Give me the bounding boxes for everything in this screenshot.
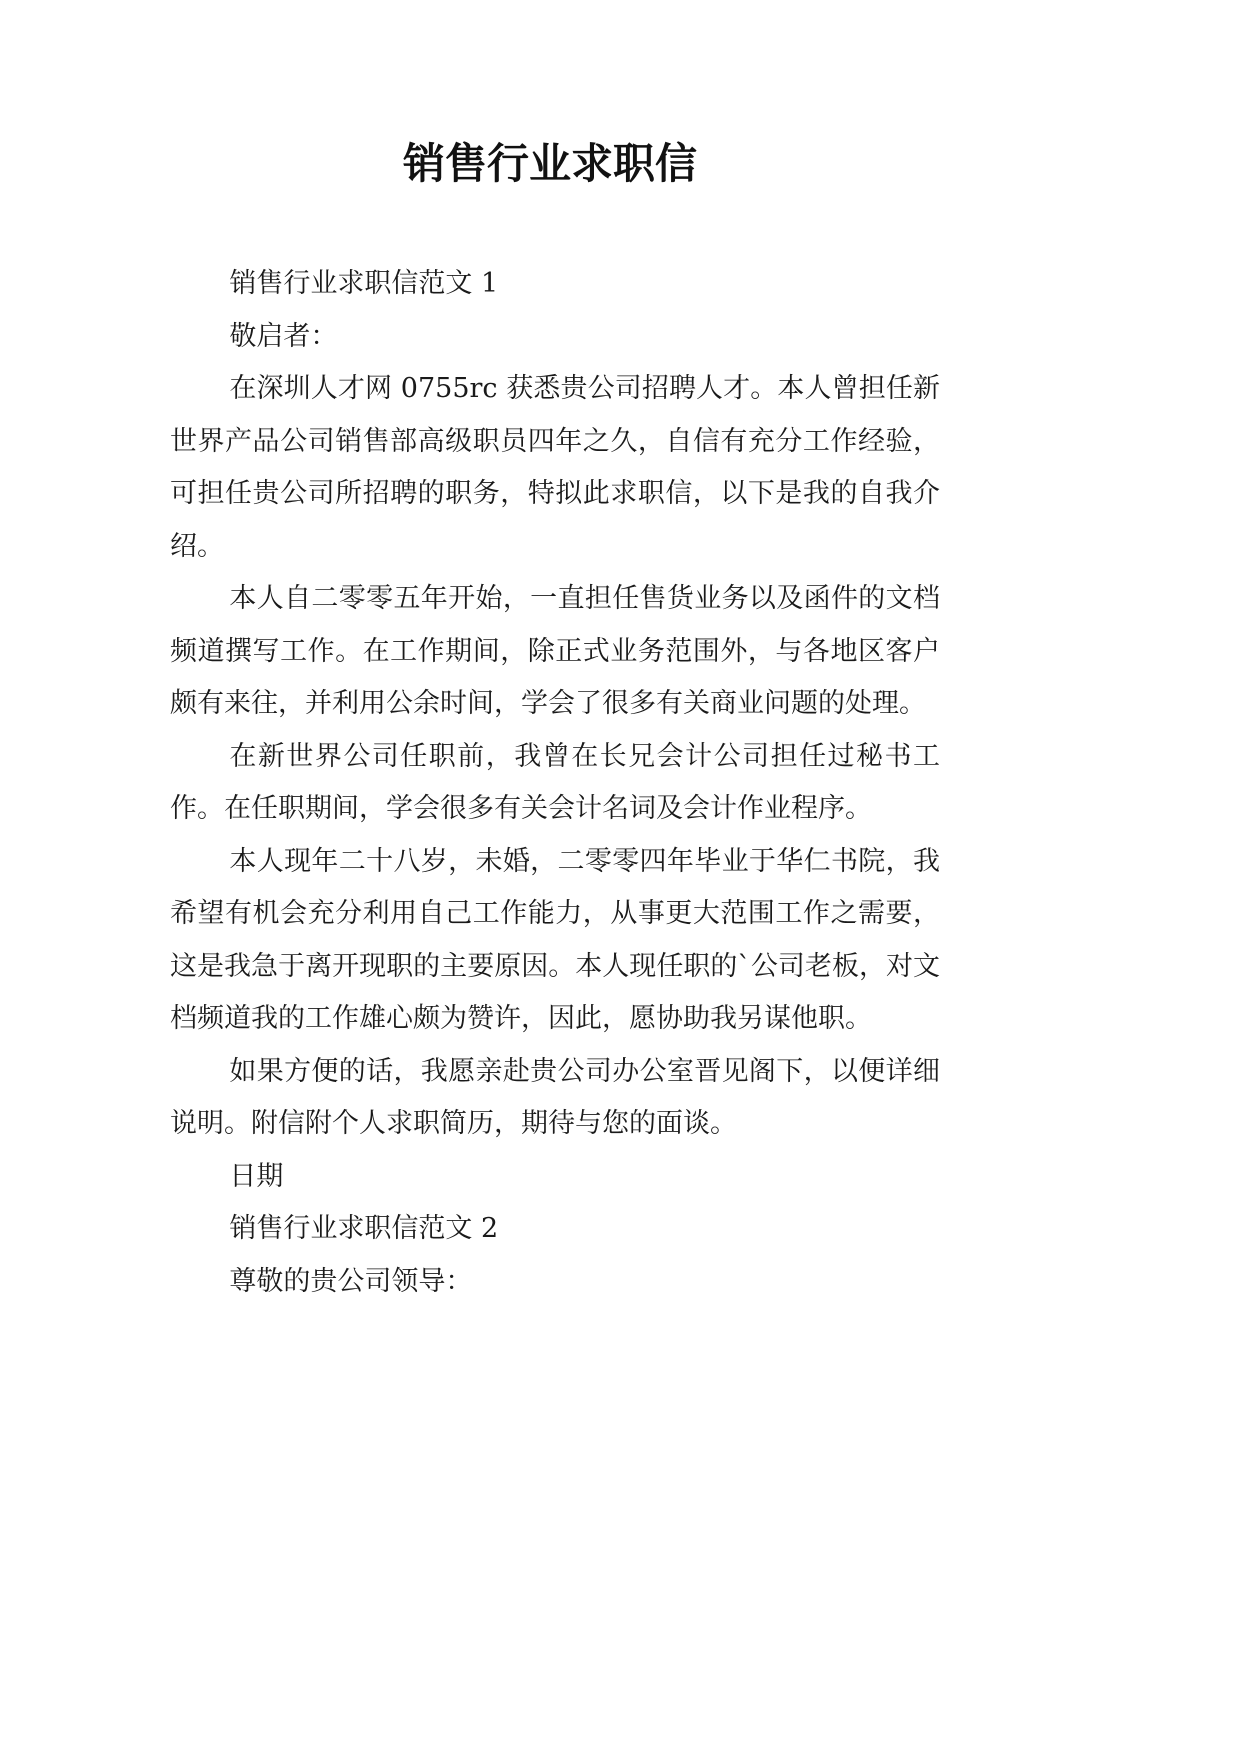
sample-heading-1: 销售行业求职信范文 1 <box>229 268 499 299</box>
document-title: 销售行业求职信 <box>402 139 697 188</box>
paragraph-intro: 在深圳人才网 0755rc 获悉贵公司招聘人才。本人曾担任新世界产品公司销售部高级职员四年之久，自信有充分工作经验，可担任贵公司所招聘的职务，特拟此求职信，以下是我的自我介绍。 <box>170 373 940 562</box>
paragraph-prior-job: 在新世界公司任职前，我曾在长兄会计公司担任过秘书工作。在任职期间，学会很多有关会计名词及会计作业程序。 <box>170 740 940 824</box>
paragraph-closing: 如果方便的话，我愿亲赴贵公司办公室晋见阁下，以便详细说明。附信附个人求职简历，期待与您的面谈。 <box>170 1055 940 1139</box>
salutation-1: 敬启者： <box>229 320 338 352</box>
paragraph-personal: 本人现年二十八岁，未婚，二零零四年毕业于华仁书院，我希望有机会充分利用自己工作能力，从事更大范围工作之需要，这是我急于离开现职的主要原因。本人现任职的`公司老板，对文档频道我的工作雄心颇为赞许，因此，愿协助我另谋他职。 <box>170 845 940 1034</box>
date-line: 日期 <box>229 1160 284 1192</box>
salutation-2: 尊敬的贵公司领导： <box>229 1265 473 1297</box>
sample-heading-2: 销售行业求职信范文 2 <box>229 1213 499 1244</box>
document-body <box>170 258 940 1308</box>
paragraph-experience: 本人自二零零五年开始，一直担任售货业务以及函件的文档频道撰写工作。在工作期间，除正式业务范围外，与各地区客户颇有来往，并利用公余时间，学会了很多有关商业问题的处理。 <box>170 583 940 719</box>
